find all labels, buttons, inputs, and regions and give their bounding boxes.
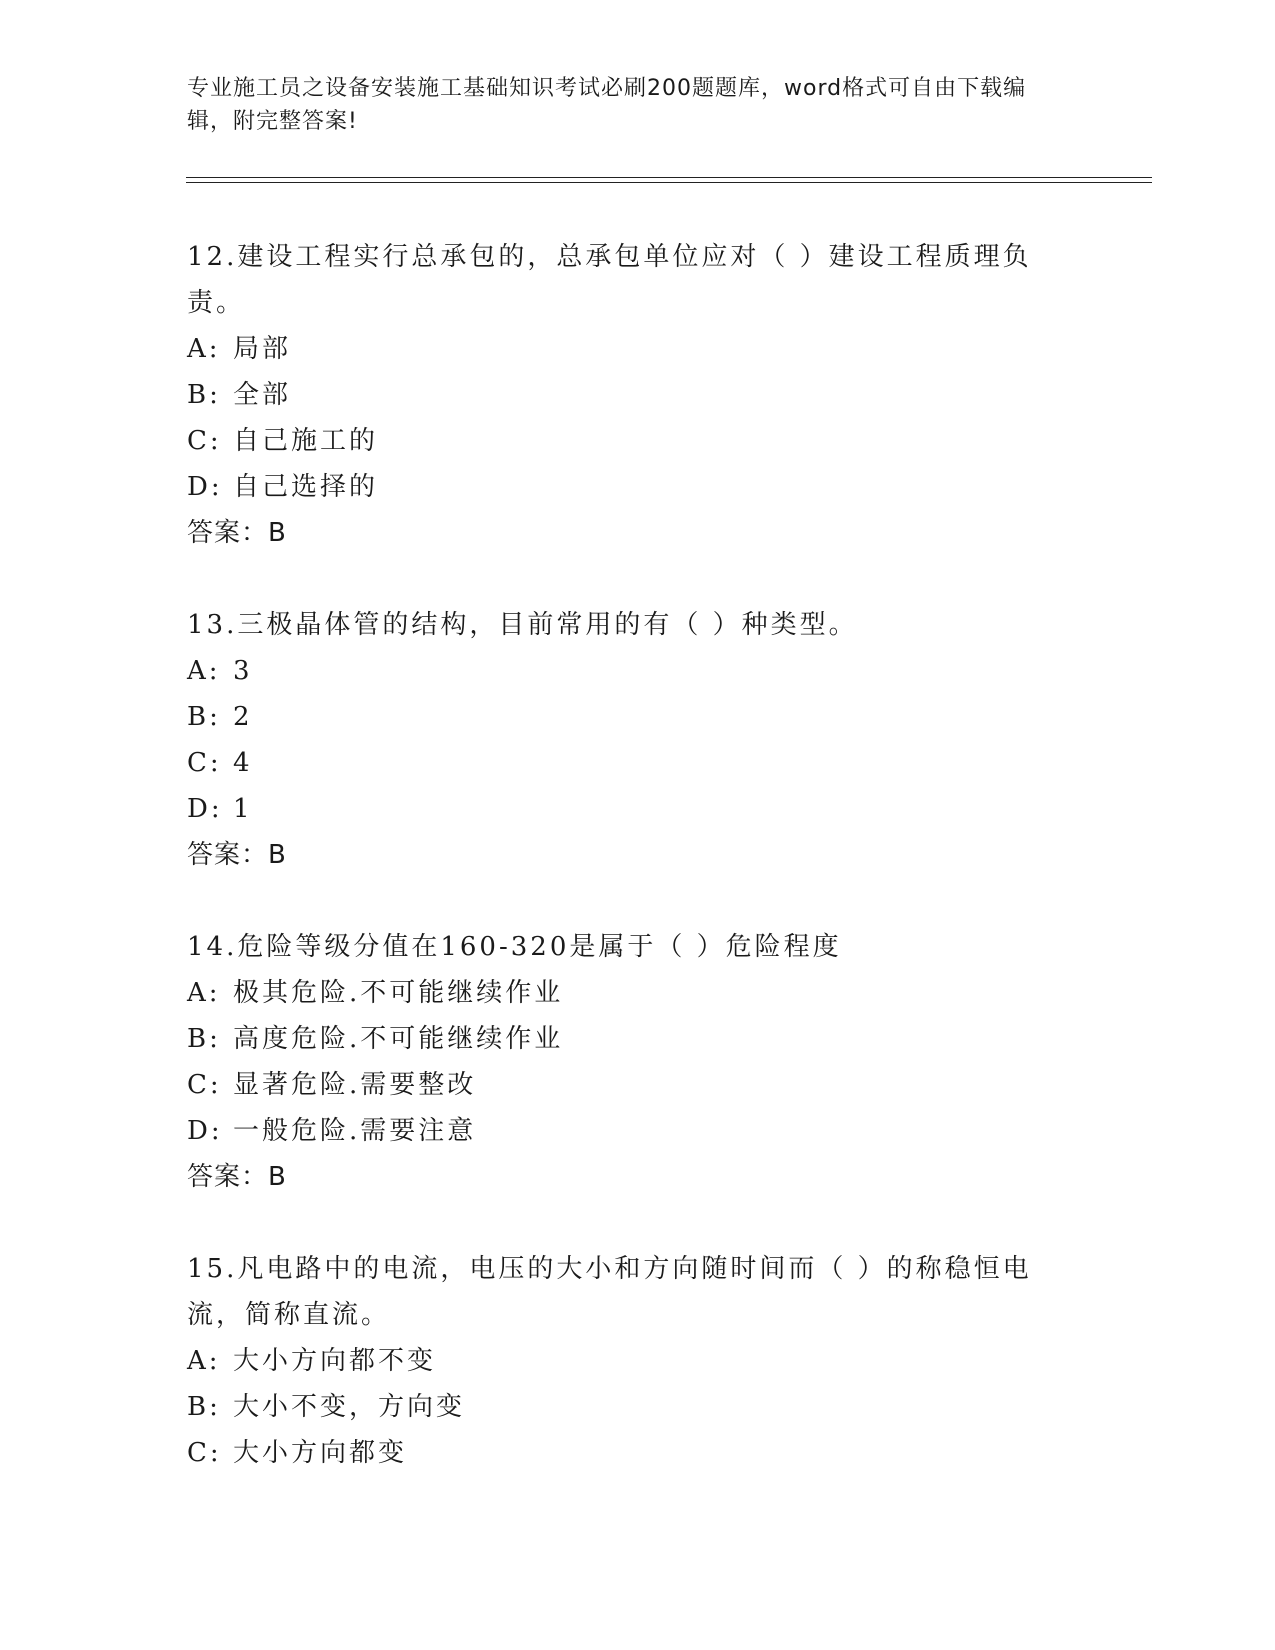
- option-c: [187, 740, 1067, 786]
- option-d: [187, 786, 1067, 832]
- option-key: B:: [187, 1024, 221, 1054]
- question-12: [187, 234, 1067, 556]
- option-text: 1: [233, 794, 253, 824]
- option-text: 全部: [233, 380, 292, 410]
- option-a: [187, 326, 1067, 372]
- option-key: C:: [187, 426, 222, 456]
- option-text: 3: [233, 656, 253, 686]
- option-b: [187, 1384, 1067, 1430]
- answer-line: 答案：B: [187, 840, 287, 870]
- question-stem: 12.建设工程实行总承包的，总承包单位应对（ ）建设工程质理负责。: [187, 242, 1032, 318]
- option-c: [187, 418, 1067, 464]
- option-text: 自己施工的: [233, 426, 379, 456]
- option-key: A:: [187, 1346, 221, 1376]
- option-key: D:: [187, 794, 223, 824]
- question-stem: 14.危险等级分值在160-320是属于（ ）危险程度: [187, 932, 842, 962]
- option-d: [187, 464, 1067, 510]
- option-c: [187, 1430, 1067, 1476]
- document-title: 专业施工员之设备安装施工基础知识考试必刷200题题库，word格式可自由下载编辑，附完整答案!: [187, 76, 1027, 134]
- option-key: A:: [187, 656, 221, 686]
- option-key: C:: [187, 1438, 222, 1468]
- option-key: D:: [187, 1116, 223, 1146]
- option-text: 4: [233, 748, 253, 778]
- option-text: 大小方向都不变: [233, 1346, 437, 1376]
- question-13: [187, 602, 1067, 878]
- option-key: C:: [187, 1070, 222, 1100]
- option-key: B:: [187, 1392, 221, 1422]
- option-text: 高度危险.不可能继续作业: [233, 1024, 564, 1054]
- header-divider-bottom: [186, 182, 1152, 183]
- option-key: A:: [187, 334, 221, 364]
- option-text: 自己选择的: [233, 472, 379, 502]
- answer-line: 答案：B: [187, 518, 287, 548]
- option-key: D:: [187, 472, 223, 502]
- option-text: 显著危险.需要整改: [233, 1070, 477, 1100]
- question-list: [187, 234, 1067, 1522]
- option-text: 大小不变，方向变: [233, 1392, 466, 1422]
- option-key: C:: [187, 748, 222, 778]
- answer-line: 答案：B: [187, 1162, 287, 1192]
- question-stem: 13.三极晶体管的结构，目前常用的有（ ）种类型。: [187, 610, 858, 640]
- option-c: [187, 1062, 1067, 1108]
- question-15: [187, 1246, 1067, 1476]
- option-a: [187, 648, 1067, 694]
- option-a: [187, 970, 1067, 1016]
- option-a: [187, 1338, 1067, 1384]
- option-b: [187, 694, 1067, 740]
- option-d: [187, 1108, 1067, 1154]
- option-b: [187, 372, 1067, 418]
- option-b: [187, 1016, 1067, 1062]
- option-text: 2: [233, 702, 253, 732]
- document-header: [187, 72, 1067, 138]
- option-text: 极其危险.不可能继续作业: [233, 978, 564, 1008]
- option-key: B:: [187, 702, 221, 732]
- option-key: A:: [187, 978, 221, 1008]
- option-text: 一般危险.需要注意: [233, 1116, 477, 1146]
- option-text: 大小方向都变: [233, 1438, 408, 1468]
- header-divider-top: [186, 177, 1152, 178]
- option-text: 局部: [233, 334, 292, 364]
- question-14: [187, 924, 1067, 1200]
- question-stem: 15.凡电路中的电流，电压的大小和方向随时间而（ ）的称稳恒电流，简称直流。: [187, 1254, 1032, 1330]
- option-key: B:: [187, 380, 221, 410]
